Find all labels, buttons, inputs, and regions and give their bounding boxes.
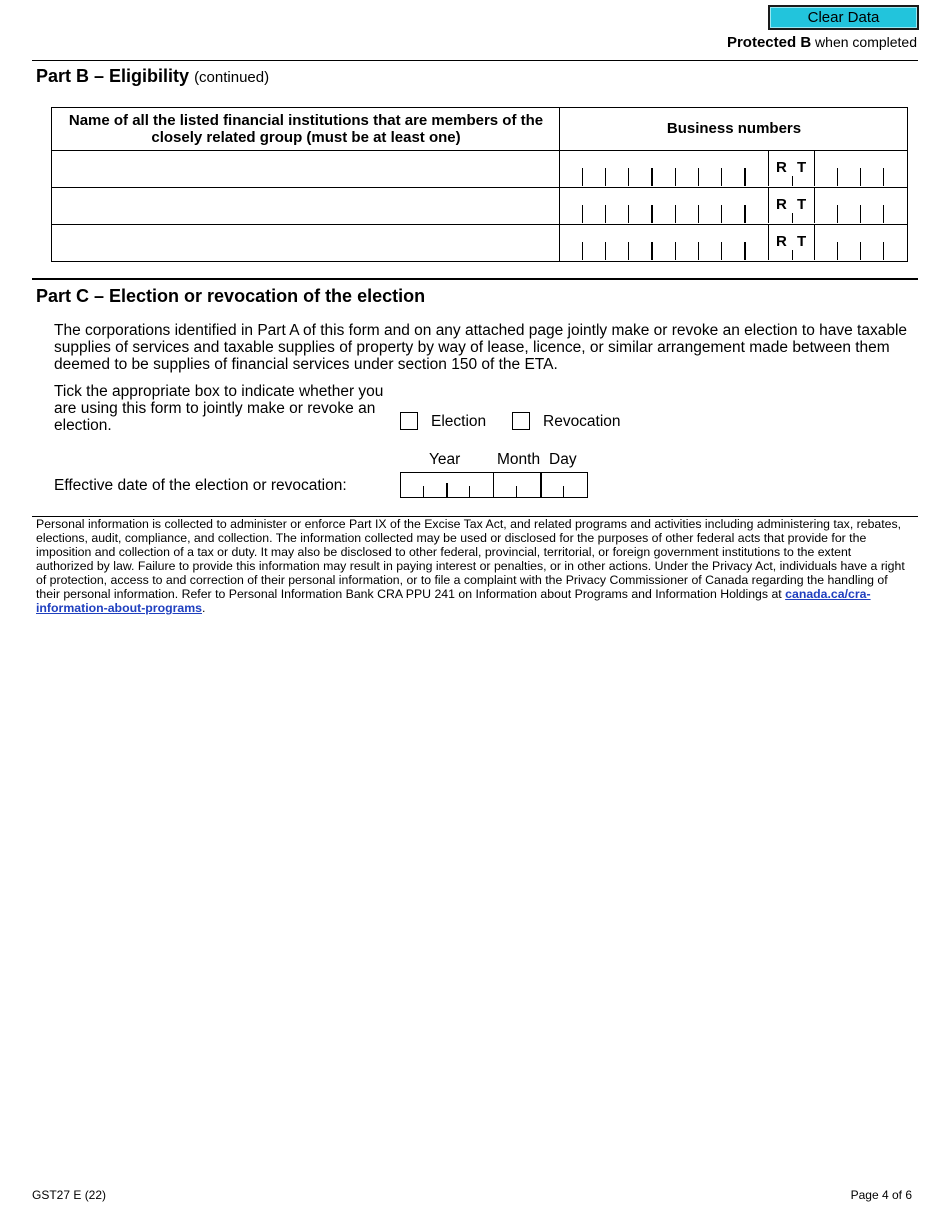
part-c-intro: The corporations identified in Part A of this form and on any attached page jointly make or revoke an election to have taxable supplies of services and taxable supplies of property by way of lease, licence, or similar arrangement made between them deemed to be supplies of financial services under section 150 of the ETA.: [54, 322, 908, 373]
rt-t-label: T: [797, 159, 807, 176]
business-number-field[interactable]: [560, 225, 908, 261]
election-label: Election: [431, 413, 487, 430]
rt-r-label: R: [776, 196, 787, 213]
revocation-label: Revocation: [543, 413, 621, 430]
divider: [32, 60, 918, 61]
page-number: Page 4 of 6: [850, 1188, 912, 1202]
part-b-title: [36, 66, 269, 87]
clear-data-button[interactable]: Clear Data: [768, 5, 919, 30]
day-label: Day: [549, 451, 577, 468]
business-numbers-header: Business numbers: [666, 120, 802, 137]
revocation-checkbox[interactable]: [512, 412, 530, 430]
privacy-notice: [36, 517, 908, 615]
privacy-end: .: [202, 601, 206, 615]
rt-r-label: R: [776, 233, 787, 250]
business-number-field[interactable]: [560, 188, 908, 224]
institution-name-field[interactable]: [52, 151, 559, 187]
protected-b-label: Protected B: [726, 34, 812, 51]
protected-b-notice: [727, 34, 917, 51]
month-label: Month: [497, 451, 541, 468]
institution-name-field[interactable]: [52, 188, 559, 224]
form-id: GST27 E (22): [32, 1188, 107, 1202]
divider: [32, 278, 918, 280]
rt-t-label: T: [797, 196, 807, 213]
institution-name-field[interactable]: [52, 225, 559, 261]
institutions-table: [51, 107, 908, 262]
year-label: Year: [429, 451, 461, 468]
rt-r-label: R: [776, 159, 787, 176]
election-checkbox[interactable]: [400, 412, 418, 430]
privacy-text: Personal information is collected to administer or enforce Part IX of the Excise Tax Act, and related programs and activities including administering tax, rebates, elections, audit, compliance, and collection. The information collected may be used or disclosed for the purposes of other federal acts that provide for the imposition and collection of a tax or duty. It may also be disclosed to other federal, provincial, territorial, or foreign government institutions to the extent authorized by law. Failure to provide this information may result in paying interest or penalties, or in other actions. Under the Privacy Act, individuals have a right of protection, access to and correction of their personal information, or to file a complaint with the Privacy Commissioner of Canada regarding the handling of their personal information. Refer to Personal Information Bank CRA PPU 241 on Information about Programs and Information Holdings at: [36, 517, 905, 601]
protected-b-suffix: when completed: [811, 34, 917, 50]
part-c-title: Part C – Election or revocation of the election: [36, 286, 426, 306]
effective-date-field[interactable]: [400, 472, 588, 498]
cra-programs-link[interactable]: canada.ca/cra-information-about-programs: [36, 587, 871, 615]
effective-date-label: Effective date of the election or revocation:: [54, 477, 347, 494]
business-number-field[interactable]: [560, 151, 908, 187]
rt-t-label: T: [797, 233, 807, 250]
part-b-continued: (continued): [194, 69, 270, 86]
part-b-title-text: Part B – Eligibility: [36, 66, 190, 86]
tick-instruction: Tick the appropriate box to indicate whether you are using this form to jointly make or revoke an election.: [54, 383, 384, 434]
institution-name-header: Name of all the listed financial institutions that are members of the closely related group (must be at least one): [68, 112, 544, 146]
